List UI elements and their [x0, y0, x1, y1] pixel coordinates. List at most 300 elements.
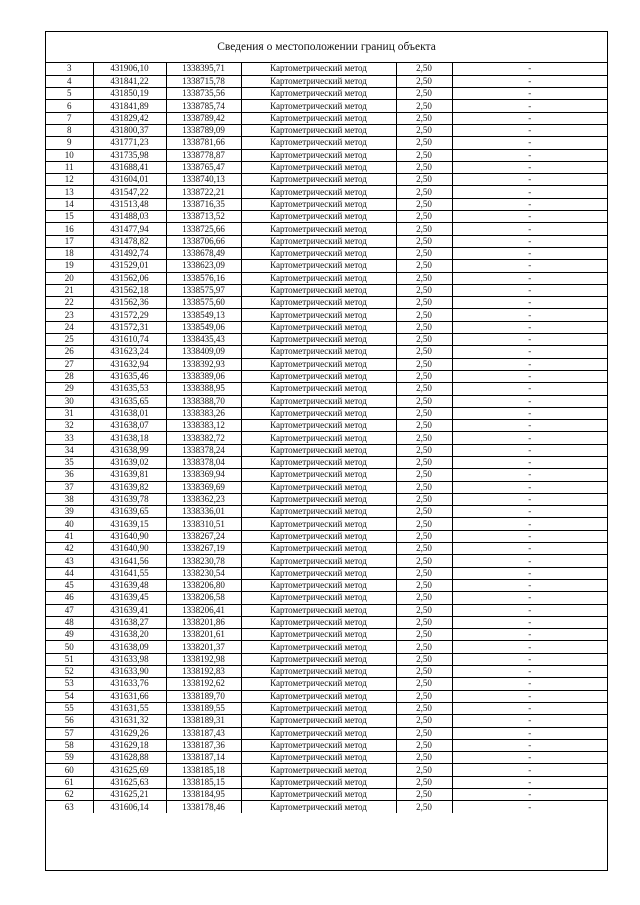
description-cell: -	[452, 555, 607, 567]
description-cell: -	[452, 776, 607, 788]
x-coordinate-cell: 431635,46	[93, 370, 166, 382]
method-cell: Картометрический метод	[241, 801, 396, 813]
table-row	[46, 211, 607, 223]
table-row	[46, 186, 607, 198]
table-row	[46, 383, 607, 395]
description-cell: -	[452, 272, 607, 284]
x-coordinate-cell: 431639,45	[93, 592, 166, 604]
x-coordinate-cell: 431640,90	[93, 530, 166, 542]
x-coordinate-cell: 431641,56	[93, 555, 166, 567]
point-number-cell: 42	[46, 543, 93, 555]
method-cell: Картометрический метод	[241, 739, 396, 751]
point-number-cell: 56	[46, 715, 93, 727]
table-row	[46, 616, 607, 628]
accuracy-cell: 2,50	[396, 702, 452, 714]
x-coordinate-cell: 431633,90	[93, 666, 166, 678]
x-coordinate-cell: 431477,94	[93, 223, 166, 235]
table-row	[46, 149, 607, 161]
method-cell: Картометрический метод	[241, 198, 396, 210]
y-coordinate-cell: 1338388,70	[166, 395, 241, 407]
x-coordinate-cell: 431850,19	[93, 88, 166, 100]
x-coordinate-cell: 431641,55	[93, 567, 166, 579]
y-coordinate-cell: 1338409,09	[166, 346, 241, 358]
table-row	[46, 567, 607, 579]
point-number-cell: 31	[46, 407, 93, 419]
x-coordinate-cell: 431639,41	[93, 604, 166, 616]
x-coordinate-cell: 431635,53	[93, 383, 166, 395]
description-cell: -	[452, 309, 607, 321]
table-row	[46, 752, 607, 764]
y-coordinate-cell: 1338716,35	[166, 198, 241, 210]
method-cell: Картометрический метод	[241, 567, 396, 579]
y-coordinate-cell: 1338192,62	[166, 678, 241, 690]
point-number-cell: 46	[46, 592, 93, 604]
table-row	[46, 75, 607, 87]
description-cell: -	[452, 592, 607, 604]
x-coordinate-cell: 431638,07	[93, 420, 166, 432]
description-cell: -	[452, 297, 607, 309]
table-row	[46, 555, 607, 567]
x-coordinate-cell: 431841,22	[93, 75, 166, 87]
accuracy-cell: 2,50	[396, 752, 452, 764]
method-cell: Картометрический метод	[241, 420, 396, 432]
table-row	[46, 112, 607, 124]
y-coordinate-cell: 1338185,18	[166, 764, 241, 776]
point-number-cell: 37	[46, 481, 93, 493]
x-coordinate-cell: 431638,20	[93, 629, 166, 641]
y-coordinate-cell: 1338706,66	[166, 235, 241, 247]
accuracy-cell: 2,50	[396, 334, 452, 346]
accuracy-cell: 2,50	[396, 63, 452, 75]
method-cell: Картометрический метод	[241, 457, 396, 469]
y-coordinate-cell: 1338778,87	[166, 149, 241, 161]
x-coordinate-cell: 431631,32	[93, 715, 166, 727]
method-cell: Картометрический метод	[241, 235, 396, 247]
x-coordinate-cell: 431631,55	[93, 702, 166, 714]
description-cell: -	[452, 75, 607, 87]
accuracy-cell: 2,50	[396, 149, 452, 161]
table-row	[46, 690, 607, 702]
x-coordinate-cell: 431771,23	[93, 137, 166, 149]
method-cell: Картометрический метод	[241, 297, 396, 309]
accuracy-cell: 2,50	[396, 690, 452, 702]
accuracy-cell: 2,50	[396, 358, 452, 370]
y-coordinate-cell: 1338549,13	[166, 309, 241, 321]
description-cell: -	[528, 801, 532, 812]
point-number-cell: 26	[46, 346, 93, 358]
description-cell: -	[452, 727, 607, 739]
accuracy-cell: 2,50	[396, 420, 452, 432]
table-row	[46, 592, 607, 604]
table-row	[46, 653, 607, 665]
method-cell: Картометрический метод	[241, 112, 396, 124]
y-coordinate-cell: 1338267,19	[166, 543, 241, 555]
y-coordinate-cell: 1338735,56	[166, 88, 241, 100]
y-coordinate-cell: 1338549,06	[166, 321, 241, 333]
y-coordinate-cell: 1338189,55	[166, 702, 241, 714]
method-cell: Картометрический метод	[241, 506, 396, 518]
point-number-cell: 11	[46, 161, 93, 173]
table-row	[46, 641, 607, 653]
x-coordinate-cell: 431604,01	[93, 174, 166, 186]
accuracy-cell: 2,50	[396, 555, 452, 567]
accuracy-cell: 2,50	[396, 395, 452, 407]
table-row	[46, 727, 607, 739]
y-coordinate-cell: 1338678,49	[166, 247, 241, 259]
accuracy-cell: 2,50	[396, 776, 452, 788]
point-number-cell: 33	[46, 432, 93, 444]
description-cell: -	[452, 161, 607, 173]
description-cell: -	[452, 764, 607, 776]
point-number-cell: 5	[46, 88, 93, 100]
method-cell: Картометрический метод	[241, 530, 396, 542]
method-cell: Картометрический метод	[241, 186, 396, 198]
method-cell: Картометрический метод	[241, 247, 396, 259]
accuracy-cell: 2,50	[396, 161, 452, 173]
accuracy-cell: 2,50	[396, 653, 452, 665]
table-row	[46, 346, 607, 358]
y-coordinate-cell: 1338187,36	[166, 739, 241, 751]
table-row	[46, 297, 607, 309]
x-coordinate-cell: 431639,65	[93, 506, 166, 518]
method-cell: Картометрический метод	[241, 481, 396, 493]
method-cell: Картометрический метод	[241, 666, 396, 678]
accuracy-cell: 2,50	[396, 370, 452, 382]
accuracy-cell: 2,50	[396, 186, 452, 198]
method-cell: Картометрический метод	[241, 592, 396, 604]
method-cell: Картометрический метод	[241, 604, 396, 616]
point-number-cell: 24	[46, 321, 93, 333]
description-cell: -	[452, 321, 607, 333]
accuracy-cell: 2,50	[396, 629, 452, 641]
table-row	[46, 358, 607, 370]
x-coordinate-cell: 431631,66	[93, 690, 166, 702]
table-row	[46, 247, 607, 259]
description-cell: -	[452, 666, 607, 678]
table-row	[46, 702, 607, 714]
description-cell: -	[452, 543, 607, 555]
accuracy-cell: 2,50	[396, 727, 452, 739]
description-cell: -	[452, 752, 607, 764]
point-number-cell: 4	[46, 75, 93, 87]
accuracy-cell: 2,50	[396, 457, 452, 469]
accuracy-cell: 2,50	[396, 764, 452, 776]
y-coordinate-cell: 1338383,26	[166, 407, 241, 419]
table-row	[46, 272, 607, 284]
x-coordinate-cell: 431572,31	[93, 321, 166, 333]
description-cell: -	[452, 198, 607, 210]
accuracy-cell: 2,50	[396, 715, 452, 727]
method-cell: Картометрический метод	[241, 370, 396, 382]
method-cell: Картометрический метод	[241, 260, 396, 272]
method-cell: Картометрический метод	[241, 334, 396, 346]
table-row	[46, 284, 607, 296]
point-number-cell: 50	[46, 641, 93, 653]
method-cell: Картометрический метод	[241, 518, 396, 530]
x-coordinate-cell: 431633,98	[93, 653, 166, 665]
table-row	[46, 579, 607, 591]
y-coordinate-cell: 1338369,69	[166, 481, 241, 493]
x-coordinate-cell: 431639,78	[93, 493, 166, 505]
method-cell: Картометрический метод	[241, 629, 396, 641]
description-cell: -	[452, 137, 607, 149]
point-number-cell: 21	[46, 284, 93, 296]
accuracy-cell: 2,50	[396, 567, 452, 579]
description-cell: -	[452, 432, 607, 444]
method-cell: Картометрический метод	[241, 579, 396, 591]
method-cell: Картометрический метод	[241, 702, 396, 714]
y-coordinate-cell: 1338765,47	[166, 161, 241, 173]
method-cell: Картометрический метод	[241, 616, 396, 628]
method-cell: Картометрический метод	[241, 678, 396, 690]
accuracy-cell: 2,50	[396, 137, 452, 149]
boundary-points-table	[46, 63, 607, 813]
method-cell: Картометрический метод	[241, 407, 396, 419]
x-coordinate-cell: 431562,36	[93, 297, 166, 309]
accuracy-cell: 2,50	[396, 579, 452, 591]
y-coordinate-cell: 1338378,04	[166, 457, 241, 469]
accuracy-cell: 2,50	[396, 739, 452, 751]
y-coordinate-cell: 1338185,15	[166, 776, 241, 788]
point-number-cell: 57	[46, 727, 93, 739]
x-coordinate-cell: 431906,10	[93, 63, 166, 75]
accuracy-cell: 2,50	[396, 444, 452, 456]
point-number-cell: 61	[46, 776, 93, 788]
accuracy-cell: 2,50	[396, 493, 452, 505]
x-coordinate-cell: 431623,24	[93, 346, 166, 358]
method-cell: Картометрический метод	[241, 223, 396, 235]
x-coordinate-cell: 431513,48	[93, 198, 166, 210]
description-cell: -	[452, 604, 607, 616]
method-cell: Картометрический метод	[241, 149, 396, 161]
y-coordinate-cell: 1338785,74	[166, 100, 241, 112]
point-number-cell: 51	[46, 653, 93, 665]
table-row	[46, 260, 607, 272]
point-number-cell: 14	[46, 198, 93, 210]
description-cell: -	[452, 63, 607, 75]
x-coordinate-cell: 431610,74	[93, 334, 166, 346]
table-row	[46, 370, 607, 382]
point-number-cell: 18	[46, 247, 93, 259]
method-cell: Картометрический метод	[241, 543, 396, 555]
y-coordinate-cell: 1338389,06	[166, 370, 241, 382]
point-number-cell: 20	[46, 272, 93, 284]
description-cell: -	[452, 260, 607, 272]
description-cell: -	[452, 567, 607, 579]
description-cell: -	[452, 420, 607, 432]
point-number-cell: 52	[46, 666, 93, 678]
method-cell: Картометрический метод	[241, 752, 396, 764]
x-coordinate-cell: 431562,06	[93, 272, 166, 284]
x-coordinate-cell: 431625,69	[93, 764, 166, 776]
table-row	[46, 776, 607, 788]
y-coordinate-cell: 1338713,52	[166, 211, 241, 223]
point-number-cell: 43	[46, 555, 93, 567]
accuracy-cell: 2,50	[396, 543, 452, 555]
point-number-cell: 27	[46, 358, 93, 370]
y-coordinate-cell: 1338575,97	[166, 284, 241, 296]
x-coordinate-cell: 431638,27	[93, 616, 166, 628]
method-cell: Картометрический метод	[241, 75, 396, 87]
x-coordinate-cell: 431632,94	[93, 358, 166, 370]
x-coordinate-cell: 431841,89	[93, 100, 166, 112]
x-coordinate-cell: 431638,18	[93, 432, 166, 444]
description-cell: -	[452, 469, 607, 481]
x-coordinate-cell: 431688,41	[93, 161, 166, 173]
table-row	[46, 309, 607, 321]
point-number-cell: 63	[46, 801, 93, 813]
accuracy-cell: 2,50	[396, 174, 452, 186]
method-cell: Картометрический метод	[241, 555, 396, 567]
point-number-cell: 17	[46, 235, 93, 247]
table-row	[46, 530, 607, 542]
description-cell: -	[452, 174, 607, 186]
point-number-cell: 36	[46, 469, 93, 481]
point-number-cell: 41	[46, 530, 93, 542]
table-row	[46, 432, 607, 444]
accuracy-cell: 2,50	[396, 88, 452, 100]
table-row	[46, 457, 607, 469]
accuracy-cell: 2,50	[396, 321, 452, 333]
y-coordinate-cell: 1338336,01	[166, 506, 241, 518]
accuracy-cell: 2,50	[396, 469, 452, 481]
y-coordinate-cell: 1338392,93	[166, 358, 241, 370]
point-number-cell: 53	[46, 678, 93, 690]
table-row	[46, 801, 607, 813]
y-coordinate-cell: 1338189,31	[166, 715, 241, 727]
method-cell: Картометрический метод	[241, 776, 396, 788]
description-cell: -	[452, 506, 607, 518]
point-number-cell: 8	[46, 124, 93, 136]
point-number-cell: 60	[46, 764, 93, 776]
y-coordinate-cell: 1338362,23	[166, 493, 241, 505]
point-number-cell: 45	[46, 579, 93, 591]
table-row	[46, 518, 607, 530]
description-cell: -	[452, 383, 607, 395]
x-coordinate-cell: 431639,02	[93, 457, 166, 469]
x-coordinate-cell: 431638,01	[93, 407, 166, 419]
point-number-cell: 59	[46, 752, 93, 764]
table-row	[46, 161, 607, 173]
accuracy-cell: 2,50	[396, 211, 452, 223]
point-number-cell: 62	[46, 789, 93, 801]
accuracy-cell: 2,50	[396, 641, 452, 653]
method-cell: Картометрический метод	[241, 137, 396, 149]
method-cell: Картометрический метод	[241, 789, 396, 801]
x-coordinate-cell: 431606,14	[93, 801, 166, 813]
table-row	[46, 678, 607, 690]
x-coordinate-cell: 431629,26	[93, 727, 166, 739]
x-coordinate-cell: 431625,21	[93, 789, 166, 801]
accuracy-cell: 2,50	[396, 616, 452, 628]
y-coordinate-cell: 1338576,16	[166, 272, 241, 284]
description-cell: -	[452, 616, 607, 628]
description-cell: -	[452, 641, 607, 653]
description-cell: -	[452, 407, 607, 419]
accuracy-cell: 2,50	[396, 407, 452, 419]
accuracy-cell: 2,50	[396, 678, 452, 690]
method-cell: Картометрический метод	[241, 383, 396, 395]
table-row	[46, 764, 607, 776]
method-cell: Картометрический метод	[241, 690, 396, 702]
description-cell: -	[452, 235, 607, 247]
point-number-cell: 15	[46, 211, 93, 223]
accuracy-cell: 2,50	[396, 481, 452, 493]
method-cell: Картометрический метод	[241, 63, 396, 75]
method-cell: Картометрический метод	[241, 174, 396, 186]
point-number-cell: 48	[46, 616, 93, 628]
x-coordinate-cell: 431492,74	[93, 247, 166, 259]
x-coordinate-cell: 431800,37	[93, 124, 166, 136]
description-cell: -	[452, 653, 607, 665]
point-number-cell: 23	[46, 309, 93, 321]
table-row	[46, 543, 607, 555]
description-cell: -	[452, 358, 607, 370]
y-coordinate-cell: 1338201,37	[166, 641, 241, 653]
x-coordinate-cell: 431638,09	[93, 641, 166, 653]
accuracy-cell: 2,50	[396, 518, 452, 530]
description-cell: -	[452, 518, 607, 530]
point-number-cell: 25	[46, 334, 93, 346]
method-cell: Картометрический метод	[241, 211, 396, 223]
accuracy-cell: 2,50	[396, 666, 452, 678]
point-number-cell: 9	[46, 137, 93, 149]
y-coordinate-cell: 1338378,24	[166, 444, 241, 456]
point-number-cell: 49	[46, 629, 93, 641]
method-cell: Картометрический метод	[241, 88, 396, 100]
description-cell: -	[452, 530, 607, 542]
table-row	[46, 198, 607, 210]
accuracy-cell: 2,50	[396, 506, 452, 518]
description-cell: -	[452, 457, 607, 469]
method-cell: Картометрический метод	[241, 309, 396, 321]
table-row	[46, 444, 607, 456]
accuracy-cell: 2,50	[396, 530, 452, 542]
x-coordinate-cell: 431735,98	[93, 149, 166, 161]
table-row	[46, 604, 607, 616]
table-row	[46, 493, 607, 505]
x-coordinate-cell: 431629,18	[93, 739, 166, 751]
x-coordinate-cell: 431639,15	[93, 518, 166, 530]
point-number-cell: 32	[46, 420, 93, 432]
point-number-cell: 13	[46, 186, 93, 198]
y-coordinate-cell: 1338789,42	[166, 112, 241, 124]
x-coordinate-cell: 431633,76	[93, 678, 166, 690]
point-number-cell: 6	[46, 100, 93, 112]
description-cell: -	[452, 678, 607, 690]
document-frame	[45, 31, 608, 871]
description-cell: -	[452, 444, 607, 456]
method-cell: Картометрический метод	[241, 100, 396, 112]
table-row	[46, 124, 607, 136]
method-cell: Картометрический метод	[241, 469, 396, 481]
table-row	[46, 88, 607, 100]
x-coordinate-cell: 431625,63	[93, 776, 166, 788]
method-cell: Картометрический метод	[241, 493, 396, 505]
method-cell: Картометрический метод	[241, 284, 396, 296]
accuracy-cell: 2,50	[396, 124, 452, 136]
description-cell: -	[452, 334, 607, 346]
y-coordinate-cell: 1338740,13	[166, 174, 241, 186]
y-coordinate-cell: 1338178,46	[166, 801, 241, 813]
description-cell: -	[452, 112, 607, 124]
point-number-cell: 16	[46, 223, 93, 235]
method-cell: Картометрический метод	[241, 346, 396, 358]
table-row	[46, 481, 607, 493]
description-cell: -	[452, 493, 607, 505]
description-cell: -	[452, 739, 607, 751]
table-row	[46, 739, 607, 751]
